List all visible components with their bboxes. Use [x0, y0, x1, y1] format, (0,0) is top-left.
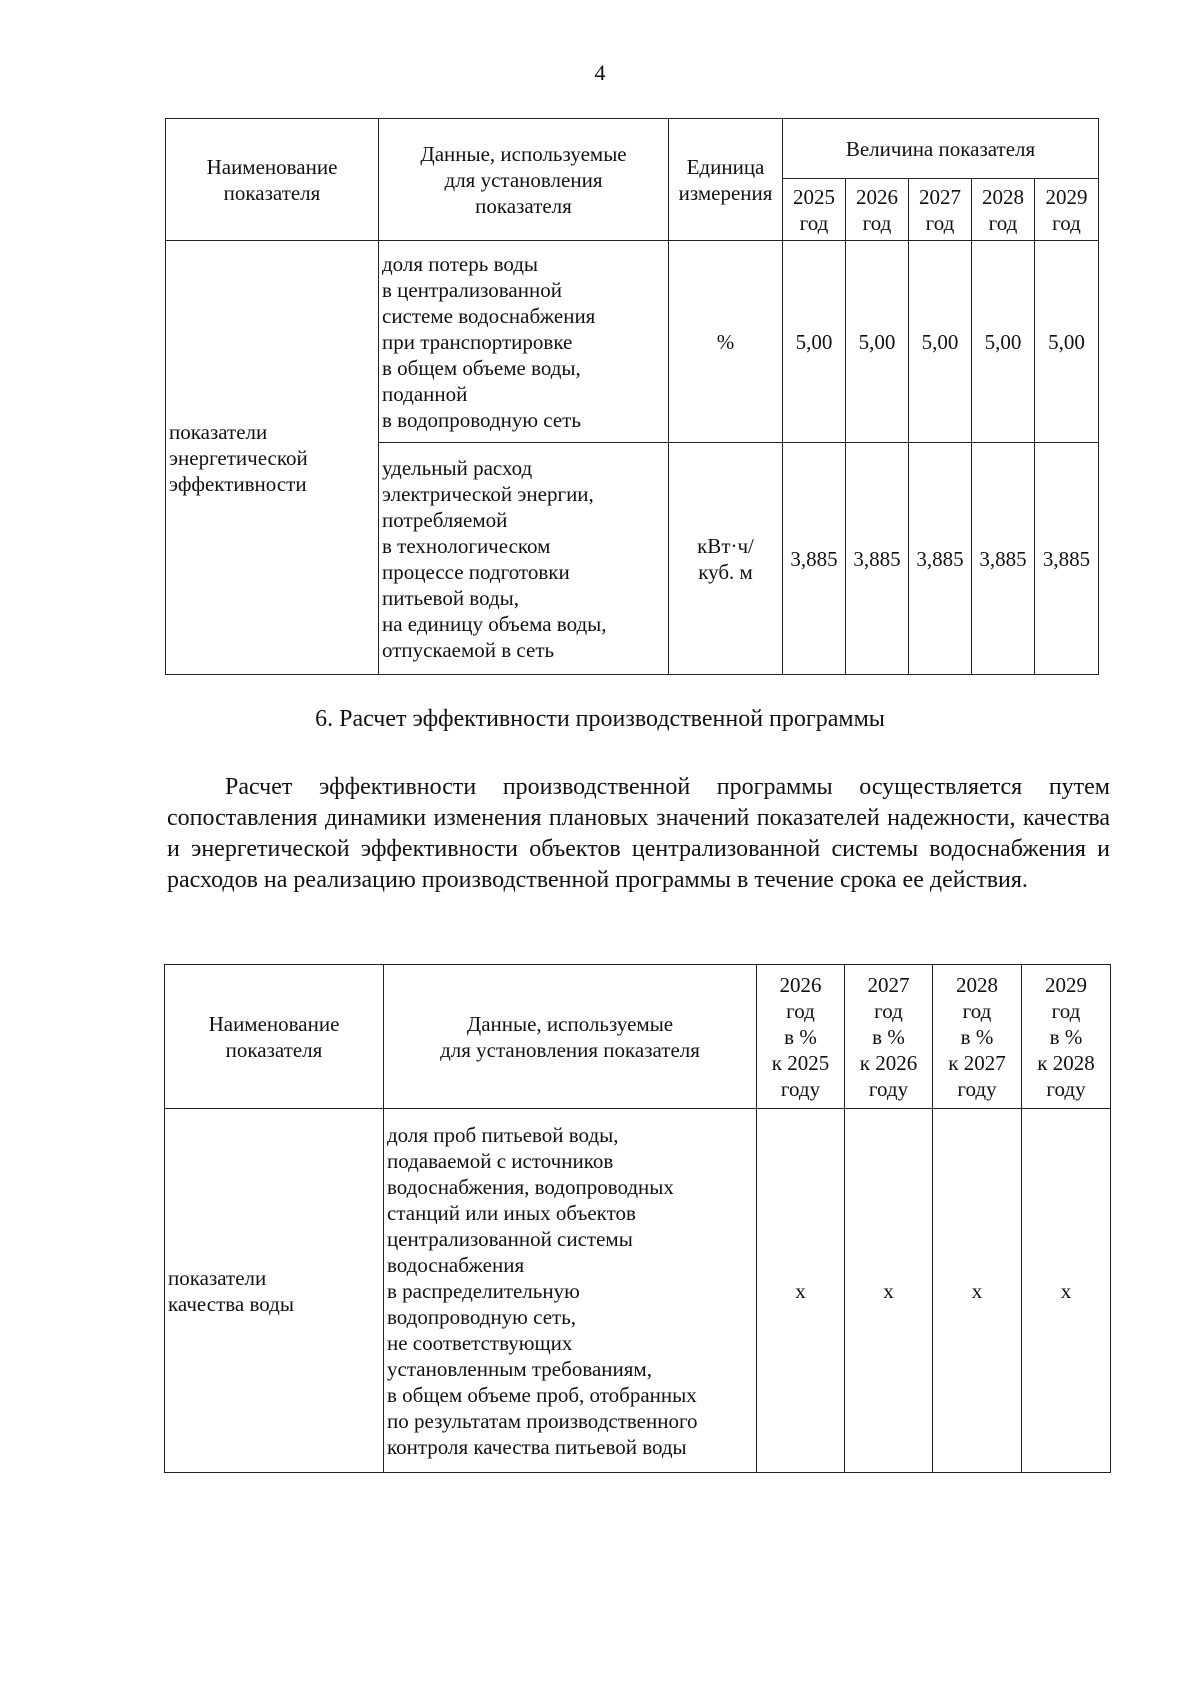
header-unit: Единица измерения — [669, 119, 783, 241]
value-cell: 5,00 — [972, 241, 1035, 443]
header-data: Данные, используемые для установления показателя — [379, 119, 669, 241]
value-cell: 3,885 — [846, 443, 909, 675]
header-year-2026: 2026 год — [846, 179, 909, 241]
header-year-2025: 2025 год — [783, 179, 846, 241]
value-cell: 5,00 — [846, 241, 909, 443]
row-water-quality-name: показатели качества воды — [165, 1109, 384, 1473]
header-year-2028: 2028 год — [972, 179, 1035, 241]
table-row — [165, 1109, 1111, 1473]
row-energy-consumption-description: удельный расход электрической энергии, потребляемой в технологическом процессе подготовки питьевой воды, на единицу объема воды, отпускаемой в сеть — [379, 443, 669, 675]
value-cell: х — [1022, 1109, 1111, 1473]
value-cell: 5,00 — [783, 241, 846, 443]
page-number: 4 — [594, 60, 606, 85]
header-period-2028: 2028 год в % к 2027 году — [933, 965, 1022, 1109]
value-cell: х — [933, 1109, 1022, 1473]
header-year-2027: 2027 год — [909, 179, 972, 241]
header-year-2029: 2029 год — [1035, 179, 1099, 241]
header-value: Величина показателя — [783, 119, 1099, 179]
value-cell: 3,885 — [783, 443, 846, 675]
value-cell: 5,00 — [909, 241, 972, 443]
header-name: Наименование показателя — [166, 119, 379, 241]
table-row — [166, 241, 1099, 443]
value-cell: х — [757, 1109, 845, 1473]
energy-efficiency-table — [165, 118, 1099, 675]
row-water-loss-description: доля потерь воды в централизованной системе водоснабжения при транспортировке в общем объеме воды, поданной в водопроводную сеть — [379, 241, 669, 443]
header-period-2026: 2026 год в % к 2025 году — [757, 965, 845, 1109]
value-cell: 5,00 — [1035, 241, 1099, 443]
header-period-2027: 2027 год в % к 2026 году — [845, 965, 933, 1109]
header-name: Наименование показателя — [165, 965, 384, 1109]
group-energy-efficiency: показатели энергетической эффективности — [166, 241, 379, 675]
row-water-loss-unit: % — [669, 241, 783, 443]
value-cell: х — [845, 1109, 933, 1473]
value-cell: 3,885 — [1035, 443, 1099, 675]
section-heading: 6. Расчет эффективности производственной программы — [315, 706, 885, 732]
value-cell: 3,885 — [972, 443, 1035, 675]
row-water-quality-description: доля проб питьевой воды, подаваемой с источников водоснабжения, водопроводных станций или иных объектов централизованной системы водоснабжения в распределительную водопроводную сеть, не соответствующих установленным требованиям, в общем объеме проб, отобранных по результатам производственного контроля качества питьевой воды — [384, 1109, 757, 1473]
header-period-2029: 2029 год в % к 2028 году — [1022, 965, 1111, 1109]
production-efficiency-table — [164, 964, 1111, 1473]
header-data: Данные, используемые для установления показателя — [384, 965, 757, 1109]
value-cell: 3,885 — [909, 443, 972, 675]
row-energy-consumption-unit: кВт·ч/ куб. м — [669, 443, 783, 675]
section-paragraph: Расчет эффективности производственной программы осуществляется путем сопоставления динамики изменения плановых значений показателей надежности, качества и энергетической эффективности объектов централизованной системы водоснабжения и расходов на реализацию производственной программы в течение срока ее действия. — [167, 774, 1110, 893]
